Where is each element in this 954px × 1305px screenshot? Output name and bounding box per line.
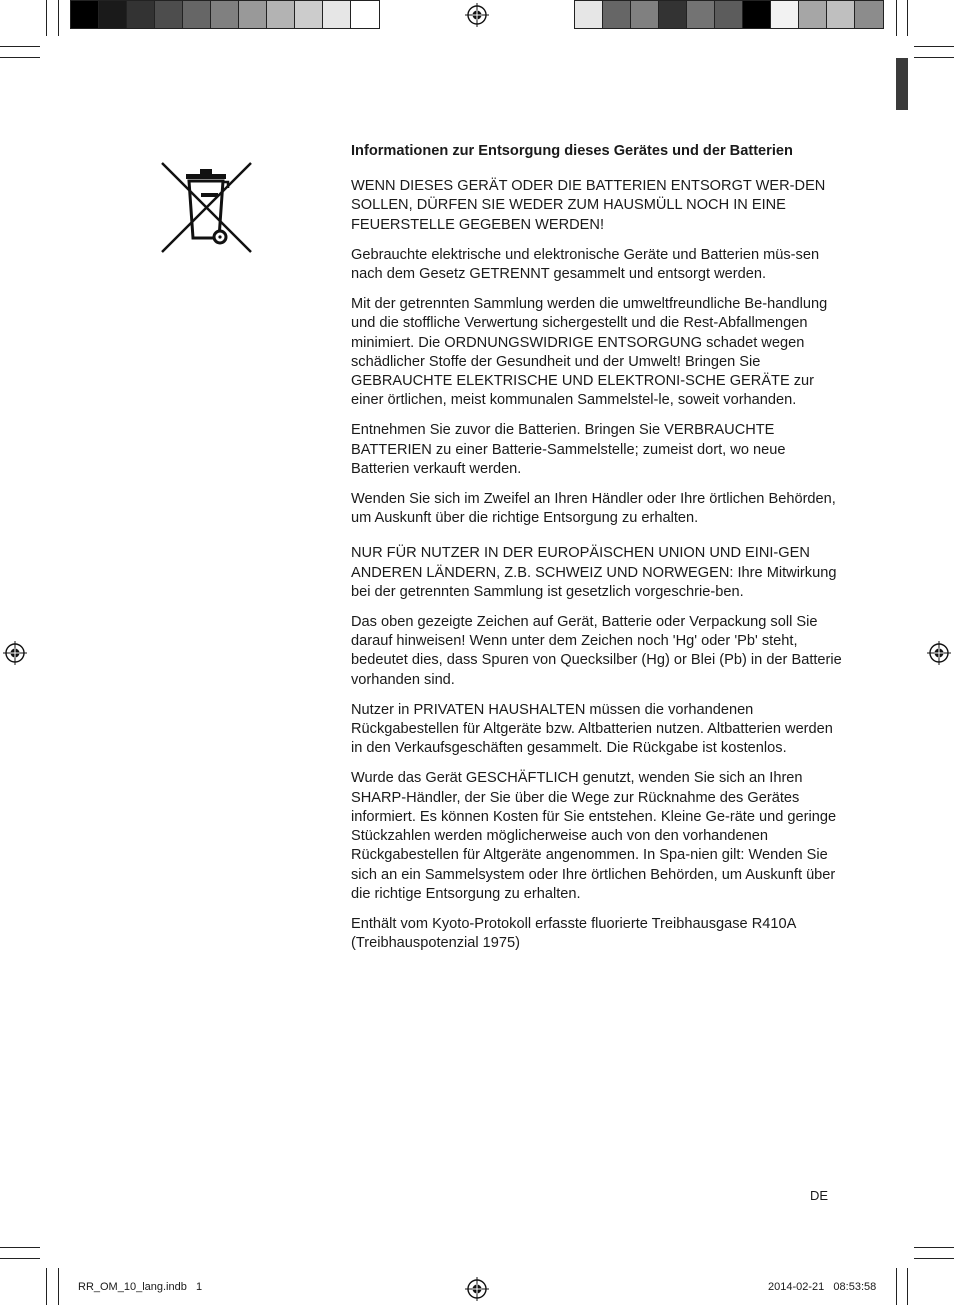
crop-mark [914,1258,954,1259]
color-swatch [155,1,183,28]
color-swatch [267,1,295,28]
color-bar-right [574,0,884,29]
paragraph: Entnehmen Sie zuvor die Batterien. Bringen Sie VERBRAUCHTE BATTERIEN zu einer Batterie-Sammelstelle; zumeist dort, wo neue Batterien verkauft werden. [351,422,786,477]
color-swatch [575,1,603,28]
registration-mark-icon [465,3,489,27]
document-body [351,142,843,964]
color-swatch [295,1,323,28]
color-swatch [239,1,267,28]
crop-mark [0,46,40,47]
crop-mark [0,57,40,58]
page-language-label: DE [810,1188,829,1203]
crop-mark [58,0,59,36]
color-swatch [799,1,827,28]
color-swatch [603,1,631,28]
crop-mark [914,1247,954,1248]
paragraph: Gebrauchte elektrische und elektronische Geräte und Batterien müs-sen nach dem Gesetz GETRENNT gesammelt und entsorgt werden. [351,246,820,283]
crop-mark [58,1268,59,1305]
crop-mark [907,1268,908,1305]
color-swatch [323,1,351,28]
paragraph: Wurde das Gerät GESCHÄFTLICH genutzt, wenden Sie sich an Ihren SHARP-Händler, der Sie über die Wege zur Rücknahme des Gerätes informiert. Es können Kosten für Sie entstehen. Kleine Ge-räte und geringe Stückzahlen werden möglicherweise auch von den vorhandenen Rückgabestellen für Altgeräte angenommen. In Spa-nien gilt: Wenden Sie sich an ein Sammelsystem oder Ihre örtlichen Behörden, um Auskunft über die richtige Entsorgung zu erhalten. [351,770,837,902]
paragraph: Wenden Sie sich im Zweifel an Ihren Händler oder Ihre örtlichen Behörden, um Auskunft über die richtige Entsorgung zu erhalten. [351,491,836,527]
crop-mark [0,1258,40,1259]
color-swatch [99,1,127,28]
crossed-out-wheelie-bin-icon [158,160,254,256]
color-swatch [127,1,155,28]
paragraph: Das oben gezeigte Zeichen auf Gerät, Batterie oder Verpackung soll Sie darauf hinweisen! Wenn unter dem Zeichen noch 'Hg' oder 'Pb' steht, bedeutet dies, dass Spuren von Quecksilber (Hg) or Blei (Pb) in der Batterie vorhanden sind. [351,614,842,688]
registration-mark-icon [927,641,951,665]
crop-mark [914,46,954,47]
crop-mark [896,0,897,36]
crop-mark [0,1247,40,1248]
color-swatch [351,1,379,28]
footer-file-name: RR_OM_10_lang.indb 1 [78,1281,203,1293]
color-swatch [855,1,883,28]
footer-timestamp: 2014-02-21 08:53:58 [768,1281,877,1293]
registration-mark-icon [465,1277,489,1301]
crop-mark [896,1268,897,1305]
paragraph: NUR FÜR NUTZER IN DER EUROPÄISCHEN UNION UND EINI-GEN ANDEREN LÄNDERN, Z.B. SCHWEIZ UND NORWEGEN: Ihre Mitwirkung bei der getrennten Sammlung ist gesetzlich vorgeschrie-ben. [351,545,837,600]
color-swatch [687,1,715,28]
color-swatch [211,1,239,28]
section-tab [896,58,908,110]
paragraph: Nutzer in PRIVATEN HAUSHALTEN müssen die vorhandenen Rückgabestellen für Altgeräte bzw. Altbatterien nutzen. Altbatterien werden in den Verkaufsgeschäften gesammelt. Die Rückgabe ist kostenlos. [351,701,833,757]
color-swatch [631,1,659,28]
crop-mark [46,1268,47,1305]
crop-mark [914,57,954,58]
document-heading: Informationen zur Entsorgung dieses Gerätes und der Batterien [351,143,793,159]
color-swatch [659,1,687,28]
paragraph: WENN DIESES GERÄT ODER DIE BATTERIEN ENTSORGT WER-DEN SOLLEN, DÜRFEN SIE WEDER ZUM HAUSMÜLL NOCH IN EINE FEUERSTELLE GEGEBEN WERDEN! [351,178,826,233]
color-swatch [771,1,799,28]
color-swatch [183,1,211,28]
color-swatch [71,1,99,28]
crop-mark [907,0,908,36]
color-swatch [743,1,771,28]
color-swatch [827,1,855,28]
color-bar-left [70,0,380,29]
paragraph: Mit der getrennten Sammlung werden die umweltfreundliche Be-handlung und die stoffliche Verwertung sichergestellt und die Rest-Abfallmengen minimiert. Die ORDNUNGSWIDRIGE ENTSORGUNG schadet wegen schädlicher Stoffe der Gesundheit und der Umwelt! Bringen Sie GEBRAUCHTE ELEKTRISCHE UND ELEKTRONI-SCHE GERÄTE zur einer örtlichen, meist kommunalen Sammelstel-le, soweit vorhanden. [351,296,828,409]
paragraph: Enthält vom Kyoto-Protokoll erfasste fluorierte Treibhausgase R410A (Treibhauspotenzial 1975) [351,915,796,952]
registration-mark-icon [3,641,27,665]
crop-mark [46,0,47,36]
color-swatch [715,1,743,28]
